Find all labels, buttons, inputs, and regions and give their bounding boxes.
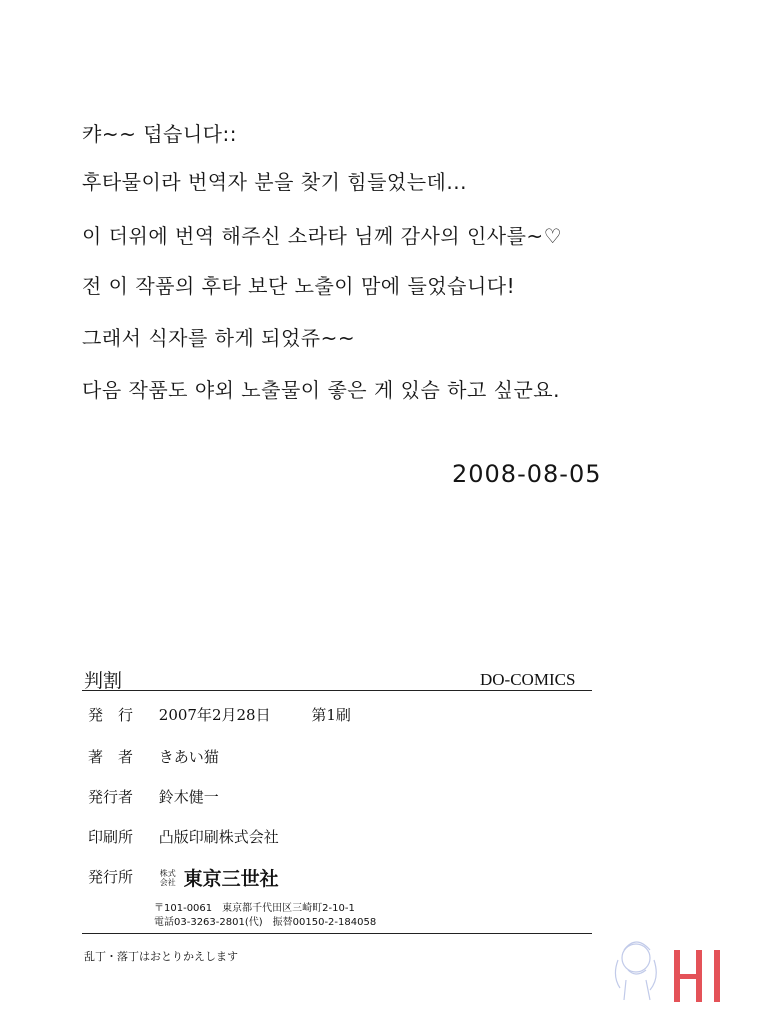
printer-name: 凸版印刷株式会社 [158,828,279,846]
printer-label: 印刷所 [88,828,134,846]
publisher-person-label: 発行者 [88,788,134,806]
note-line: 이 더위에 번역 해주신 소라타 님께 감사의 인사를~♡ [82,224,563,248]
note-line: 후타물이라 번역자 분을 찾기 힘들었는데... [82,170,467,194]
note-line: 다음 작품도 야외 노출물이 좋은 게 있슴 하고 싶군요. [82,378,560,402]
prefix-top: 株式 [159,868,176,878]
author-row [88,746,219,767]
issue-row [88,704,351,725]
issue-label: 発 行 [88,706,134,724]
colophon-bottom-rule [82,933,592,934]
watermark-character-sketch [615,942,656,1000]
note-line: 캬~~ 덥습니다:: [82,122,237,146]
replacement-note: 乱丁・落丁はおとりかえします [84,950,238,963]
publisher-person-name: 鈴木健一 [158,788,219,806]
issue-edition: 第1刷 [311,706,351,724]
scanlation-watermark-logo [606,920,726,1010]
publisher-person-row [88,786,219,807]
note-line: 전 이 작품의 후타 보단 노출이 맘에 들었습니다! [82,274,516,298]
publisher-label: 発行所 [88,867,134,886]
colophon-top-rule [82,690,592,691]
publisher-row [88,864,279,891]
colophon-title: 判割 [84,670,123,692]
publisher-address: 〒101-0061 東京都千代田区三崎町2-10-1 [154,903,355,914]
printer-row [88,826,279,847]
author-label: 著 者 [88,748,134,766]
imprint-label: DO-COMICS [480,670,576,689]
publisher-corp-prefix [159,869,177,887]
publisher-name: 東京三世社 [183,868,279,890]
publisher-phone: 電話03-3263-2801(代) 振替00150-2-184058 [154,917,377,928]
issue-date: 2007年2月28日 [158,706,271,724]
note-date: 2008-08-05 [452,460,602,488]
author-name: きあい猫 [158,748,219,766]
prefix-bottom: 会社 [159,877,176,887]
note-line: 그래서 식자를 하게 되었쥬~~ [82,326,356,350]
watermark-red-letters [674,950,720,1002]
